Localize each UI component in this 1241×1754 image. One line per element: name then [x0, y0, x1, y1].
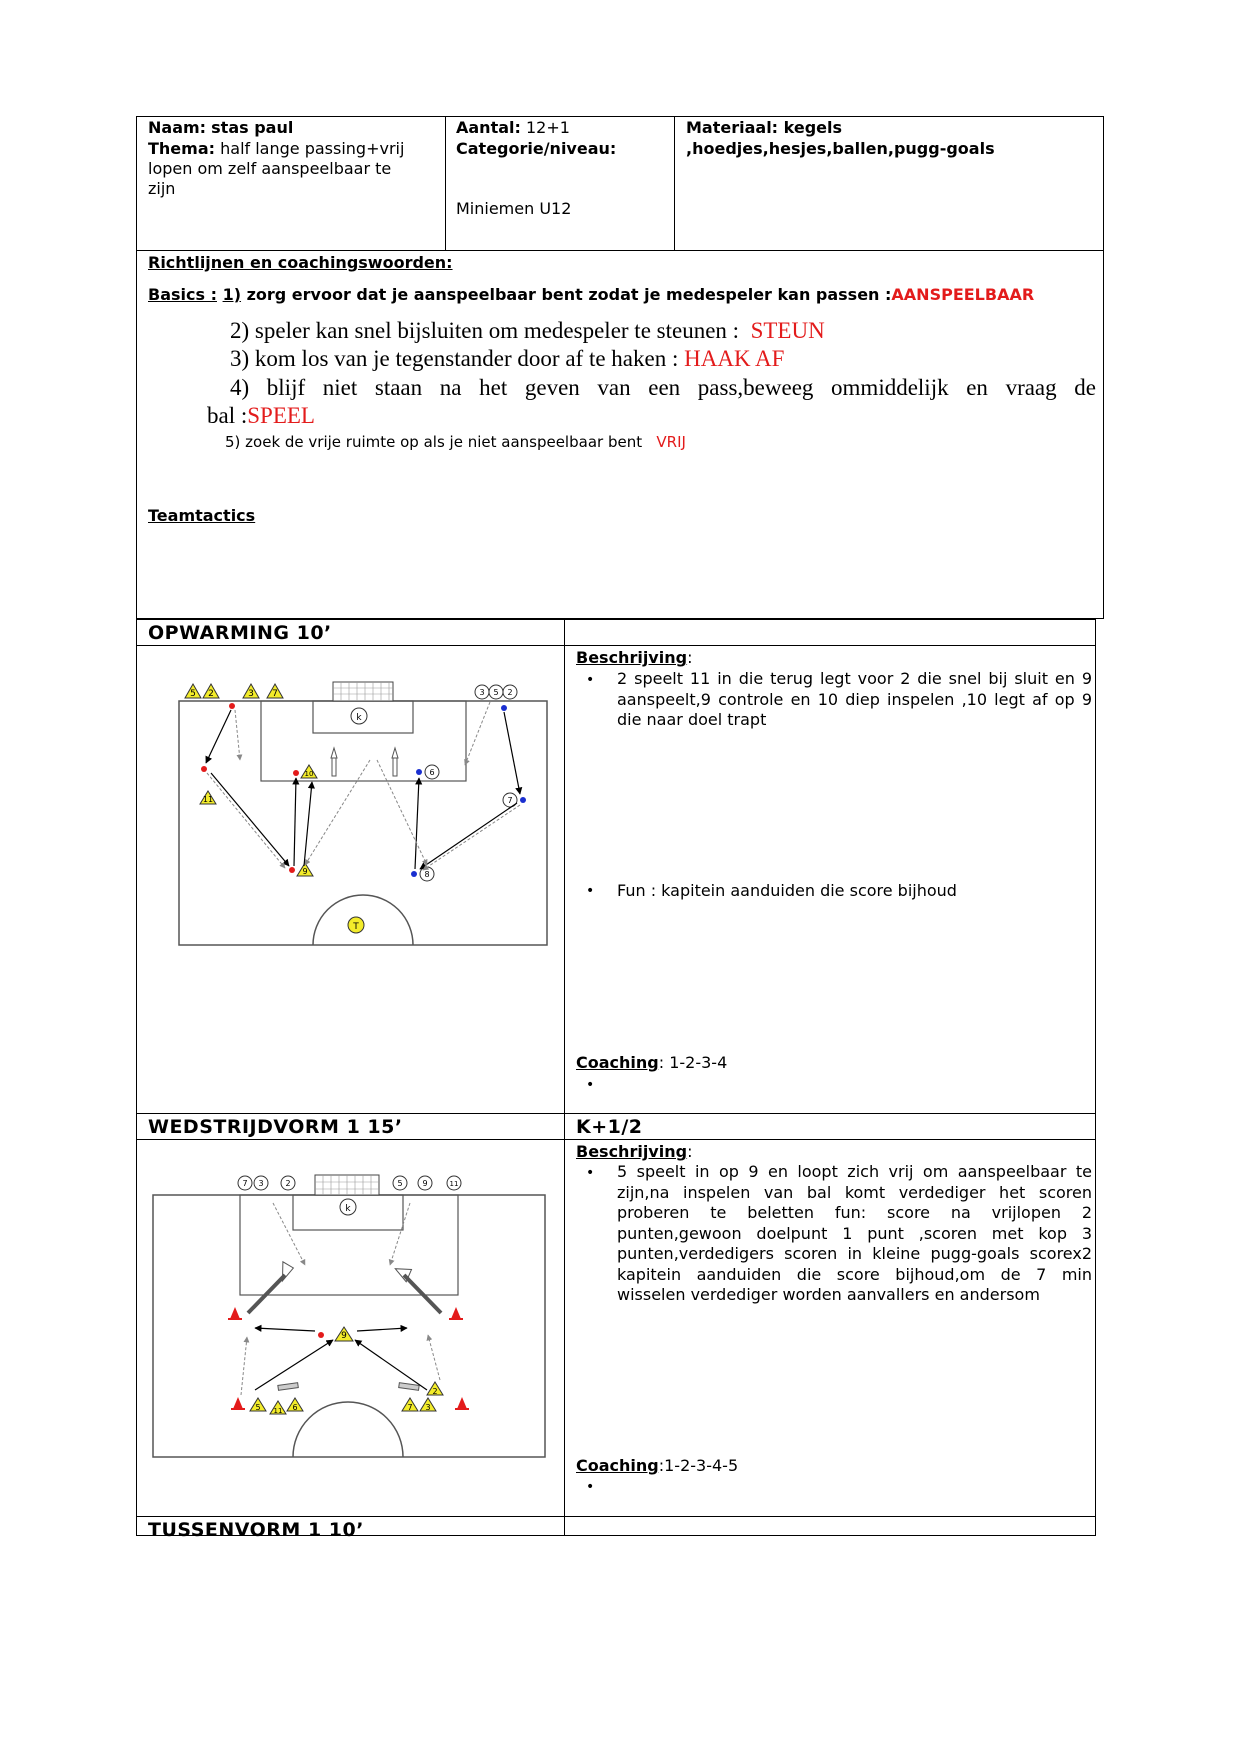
materiaal-label: Materiaal: kegels [686, 118, 843, 137]
item-5-keyword: VRIJ [656, 433, 686, 451]
center-cone [335, 1327, 353, 1341]
pugg-goal-right [399, 1383, 420, 1391]
circles-top-left [238, 1176, 295, 1190]
basics-line [148, 285, 1034, 305]
coach-marker [348, 917, 364, 933]
marker-label-9: 9 [302, 867, 308, 876]
naam-label: Naam: [148, 118, 207, 137]
marker-label-8: 8 [424, 870, 430, 879]
basics-label: Basics : [148, 285, 217, 304]
tussenvorm-title: TUSSENVORM 1 10’ [148, 1519, 364, 1541]
bottom-left-label-6: 6 [292, 1403, 298, 1412]
pugg-goal-left [278, 1383, 299, 1391]
circle-label-2: 2 [285, 1179, 291, 1188]
basics-number: 1) [222, 285, 242, 304]
aantal-field [456, 118, 570, 138]
opwarming-bullet-dot-1: • [586, 672, 595, 688]
opwarming-coaching [576, 1053, 727, 1073]
opwarming-title: OPWARMING 10’ [148, 622, 332, 644]
row-line-4 [136, 1516, 1096, 1517]
opwarming-bullet-2: Fun : kapitein aanduiden die score bijhoud [617, 881, 957, 900]
aantal-value: 12+1 [526, 118, 570, 137]
item-4-prefix: bal : [207, 403, 248, 428]
guidelines-heading: Richtlijnen en coachingswoorden: [148, 253, 453, 272]
basics-1-text: zorg ervoor dat je aanspeelbaar bent zodat je medespeler kan passen : [241, 285, 892, 304]
thema-field [148, 139, 404, 159]
row-line-2 [136, 1113, 1096, 1114]
bottom-left-label-11: 11 [273, 1407, 283, 1415]
bottom-right-label-3: 3 [425, 1403, 431, 1412]
wedstrijdvorm-bullet-1: 5 speelt in op 9 en loopt zich vrij om aanspeelbaar te zijn,na inspelen van bal komt verdediger het scoren proberen te beletten fun: score na vrijlopen 2 punten,gewoon doelpunt 1 punt ,scoren met kop 3 punten,verdedigers scoren in kleine pugg-goals scorex2 kapitein aanduiden die score bijhoud,om de 7 min wisselen verdediger worden aanvallers en andersom [617, 1162, 1092, 1304]
red-players [201, 703, 299, 873]
header-divider-1 [445, 116, 446, 250]
categorie-value: Miniemen U12 [456, 199, 572, 218]
row-line-1 [136, 645, 1096, 646]
cone-label-2: 2 [208, 689, 214, 699]
circles-top-right [393, 1176, 461, 1190]
opwarming-beschrijving-label: Beschrijving [576, 648, 688, 667]
thema-line-2: lopen om zelf aanspeelbaar te [148, 159, 392, 178]
goal-net [333, 682, 393, 701]
wedstrijdvorm-beschrijving-colon: : [687, 1142, 693, 1161]
item-3-keyword: HAAK AF [684, 346, 785, 371]
header-divider-2 [674, 116, 675, 250]
marker-label-10: 10 [304, 770, 314, 778]
circle-label-3: 3 [479, 688, 485, 697]
circle-label-3: 3 [258, 1179, 264, 1188]
circle-label-11: 11 [449, 1180, 459, 1188]
marker-label-7: 7 [507, 796, 513, 805]
player-markers [200, 765, 517, 881]
item-3-text: 3) kom los van je tegenstander door af te haken : [230, 346, 679, 371]
bottom-right-label-7: 7 [407, 1403, 413, 1412]
thema-line-1: half lange passing+vrij [220, 139, 405, 158]
run-arrows [241, 1203, 440, 1395]
opwarming-field-diagram [165, 670, 560, 950]
opwarming-beschrijving [576, 648, 692, 668]
wedstrijdvorm-field-diagram [145, 1165, 550, 1460]
wedstrijdvorm-coaching-label: Coaching [576, 1456, 659, 1475]
circle-label-7: 7 [242, 1179, 248, 1188]
row-line-3 [136, 1139, 1096, 1140]
guideline-item-4-line-1: 4) blijf niet staan na het geven van een pass,beweeg ommiddelijk en vraag de [230, 375, 1096, 400]
wedstrijdvorm-beschrijving-label: Beschrijving [576, 1142, 688, 1161]
basics-1-keyword: AANSPEELBAAR [891, 285, 1035, 304]
aantal-label: Aantal: [456, 118, 521, 137]
guideline-item-3 [230, 345, 784, 373]
materiaal-line-2: ,hoedjes,hesjes,ballen,pugg-goals [686, 139, 995, 158]
center-cone-label: 9 [341, 1331, 347, 1341]
bottom-left-label-5: 5 [255, 1403, 261, 1412]
bottom-left-group [250, 1398, 303, 1415]
item-2-text: 2) speler kan snel bijsluiten om medespeler te steunen : [230, 318, 740, 343]
opwarming-bullet-dot-2: • [586, 883, 595, 899]
opwarming-coaching-label: Coaching [576, 1053, 659, 1072]
item-5-text: 5) zoek de vrije ruimte op als je niet aanspeelbaar bent [225, 433, 643, 451]
circle-label-2: 2 [507, 688, 513, 697]
center-player-dot [318, 1332, 324, 1338]
field-outline [153, 1195, 545, 1457]
wedstrijdvorm-bullet-dot-1: • [586, 1165, 595, 1181]
marker-label-6: 6 [429, 768, 435, 777]
wedstrijdvorm-beschrijving [576, 1142, 692, 1162]
bottom-right-label-2: 2 [432, 1387, 438, 1396]
pass-arrows [206, 710, 520, 869]
opwarming-coaching-value: : 1-2-3-4 [658, 1053, 728, 1072]
wedstrijdvorm-coaching-dot: • [586, 1479, 595, 1495]
coach-label: T [353, 922, 359, 932]
cone-label-5: 5 [190, 689, 196, 699]
wedstrijdvorm-title: WEDSTRIJDVORM 1 15’ [148, 1116, 403, 1138]
opwarming-bullet-1: 2 speelt 11 in die terug legt voor 2 die snel bij sluit en 9 aanspeelt,9 controle en 10 diep inspelen ,10 legt af op 9 die naar doel trapt [617, 669, 1092, 729]
naam-field [148, 118, 293, 138]
cone-label-7: 7 [272, 689, 278, 699]
field-outline [179, 701, 547, 945]
exercises-column-divider [564, 619, 565, 1536]
thema-line-3: zijn [148, 179, 176, 198]
opwarming-coaching-dot: • [586, 1077, 595, 1093]
opwarming-beschrijving-colon: : [687, 648, 693, 667]
cone-label-3: 3 [248, 689, 254, 699]
circle-label-9: 9 [422, 1179, 428, 1188]
teamtactics-heading: Teamtactics [148, 506, 256, 525]
shot-arrows [248, 1260, 441, 1313]
keeper-marker [351, 708, 367, 724]
cone-group-left [185, 684, 283, 699]
run-arrows [207, 702, 520, 870]
item-2-keyword: STEUN [750, 318, 825, 343]
wedstrijdvorm-coaching [576, 1456, 738, 1476]
keeper-marker [340, 1199, 356, 1215]
center-circle-arc [313, 895, 413, 945]
wedstrijdvorm-coaching-value: :1-2-3-4-5 [658, 1456, 739, 1475]
marker-label-11: 11 [202, 795, 214, 804]
guideline-item-5 [225, 432, 686, 452]
item-4-keyword: SPEEL [247, 403, 315, 428]
circle-label-5: 5 [397, 1179, 403, 1188]
shot-arrows [331, 748, 398, 776]
keeper-label: k [356, 713, 362, 723]
naam-value: stas paul [211, 118, 294, 137]
guideline-item-4-line-2 [207, 402, 315, 430]
blue-players [411, 705, 526, 877]
wedstrijdvorm-right-title: K+1/2 [576, 1116, 643, 1138]
circle-label-5: 5 [493, 688, 499, 697]
circle-group-right [475, 685, 517, 699]
keeper-label: k [345, 1204, 351, 1214]
guideline-item-2 [230, 317, 825, 345]
center-circle-arc [293, 1402, 403, 1457]
categorie-label: Categorie/niveau: [456, 139, 617, 158]
thema-label: Thema: [148, 139, 216, 158]
